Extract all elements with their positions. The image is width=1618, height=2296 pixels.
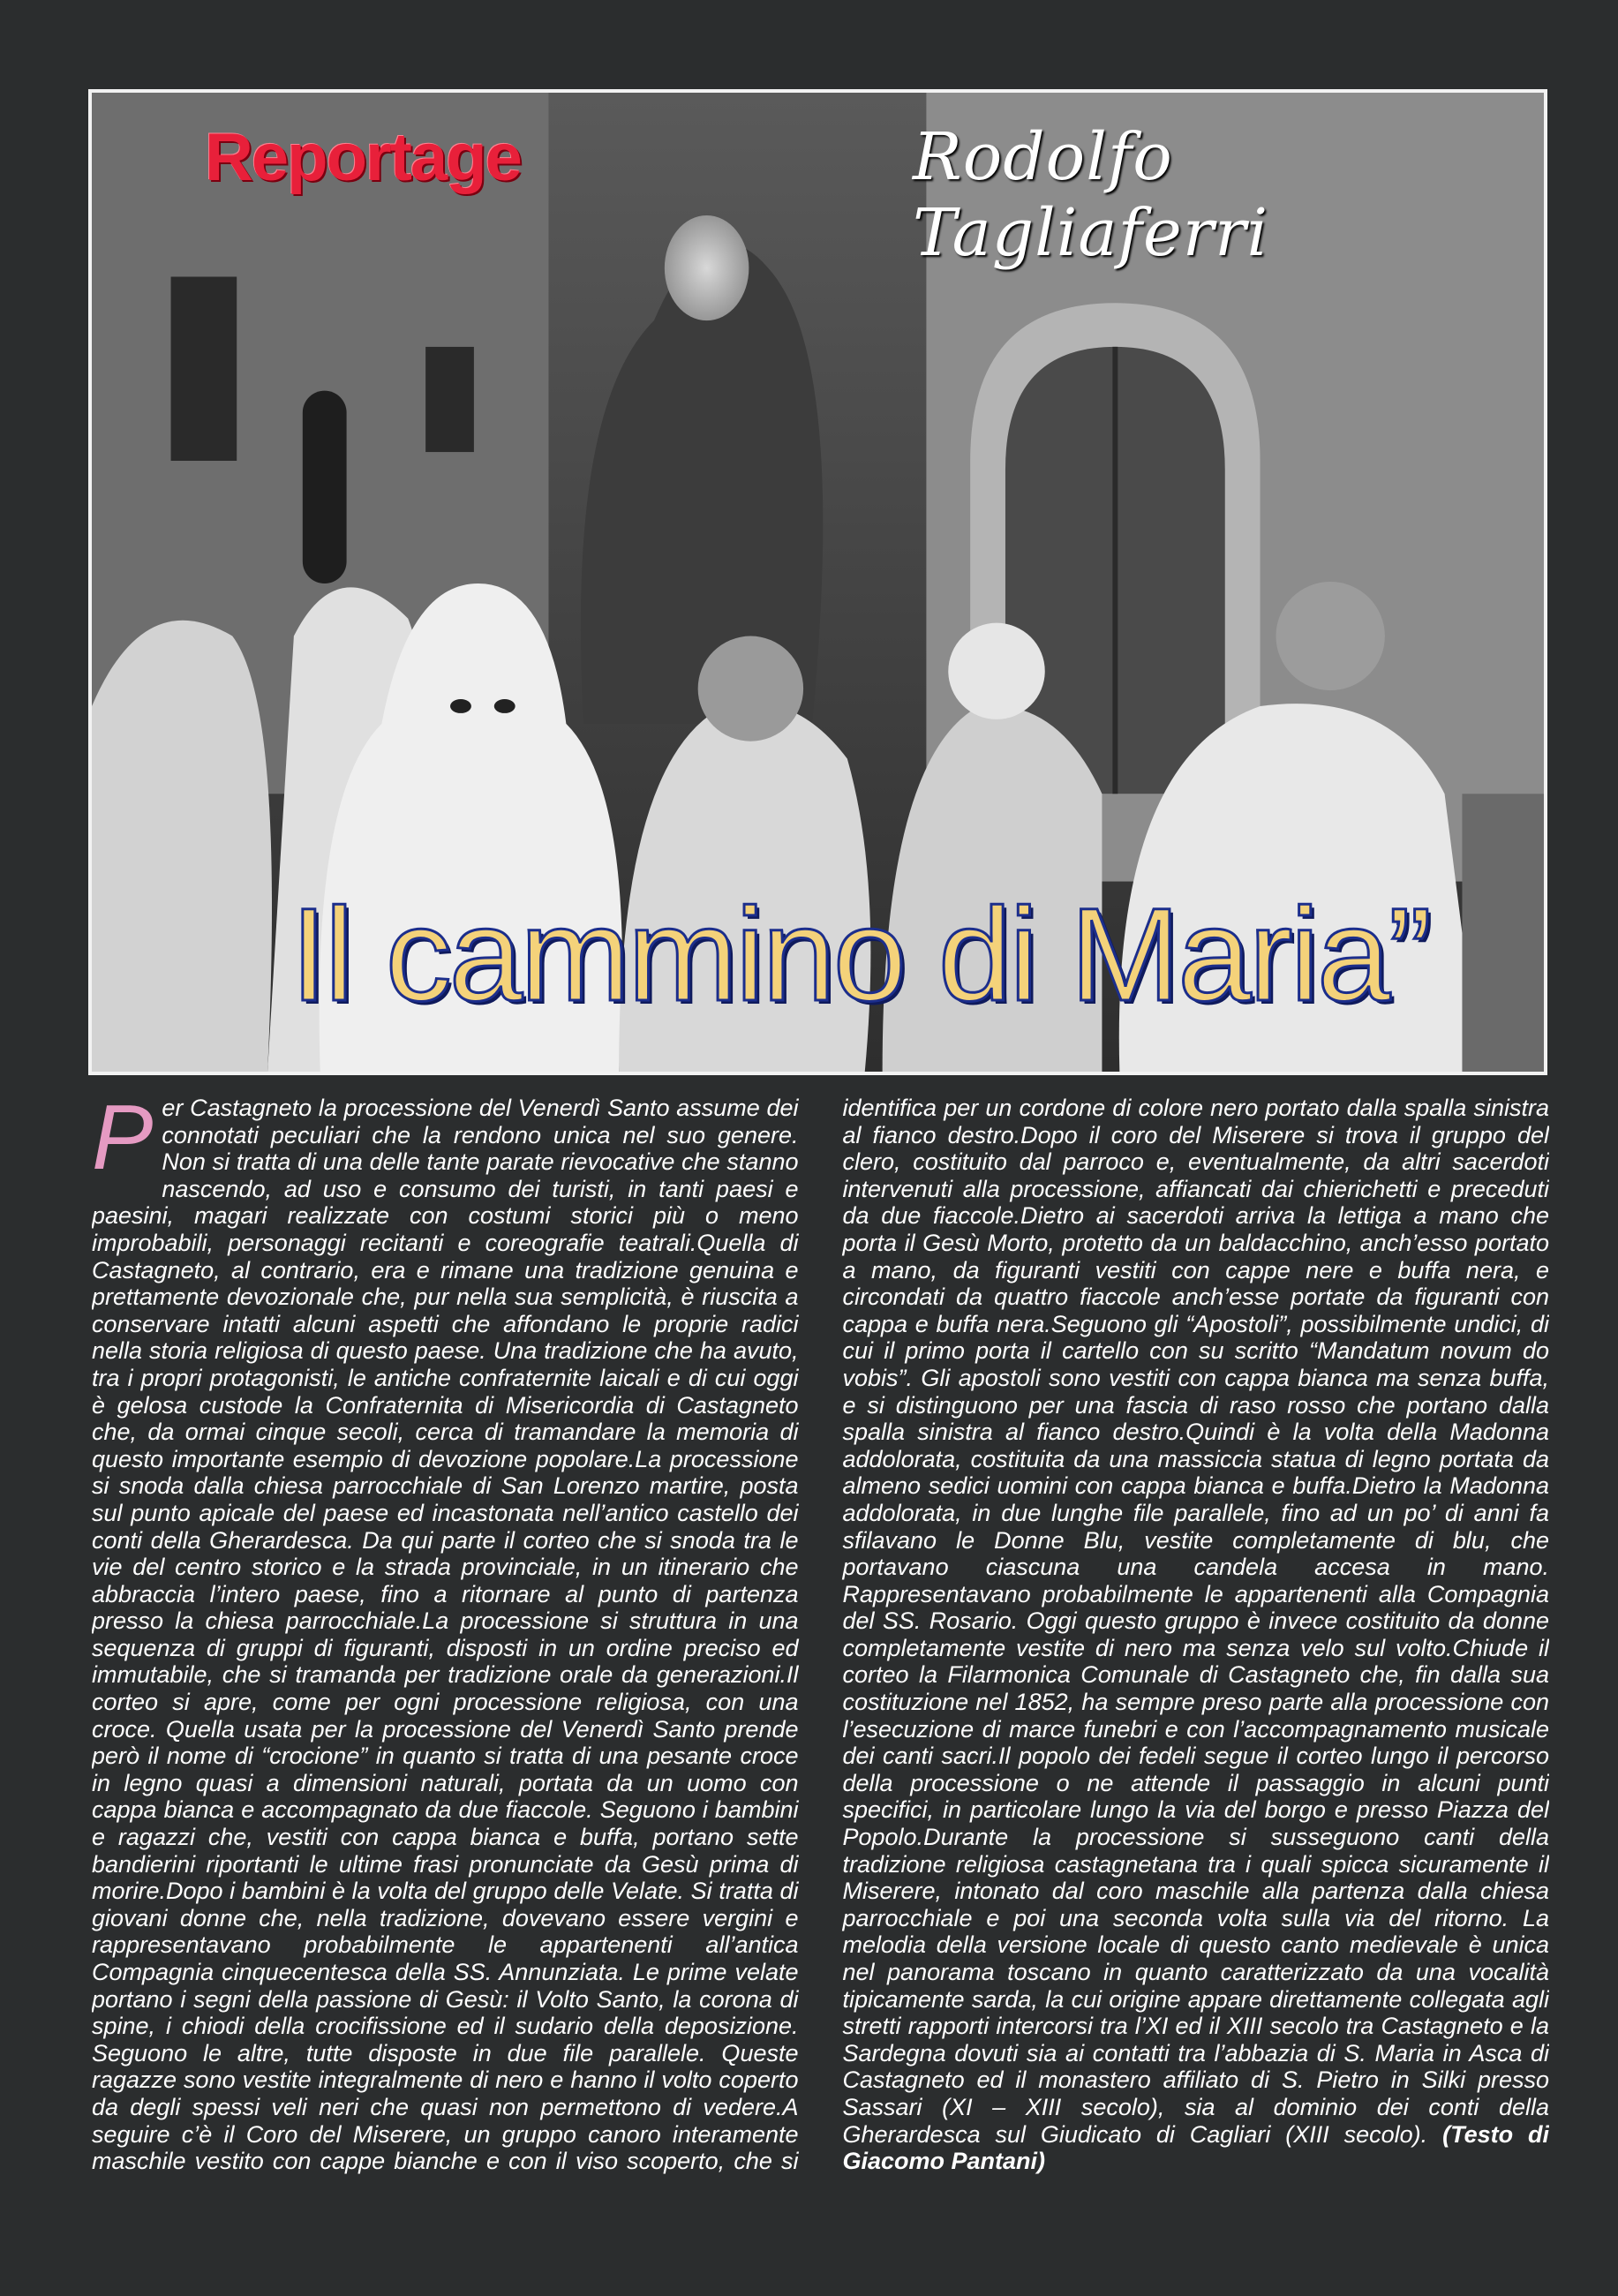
article-paragraph (92, 1095, 1549, 2180)
drop-cap: P (92, 1095, 154, 1189)
article-text: er Castagneto la processione del Venerdì Santo assume dei connotati peculiari che la rendono unica nel suo genere. Non si tratta di una delle tante parate rievocative che stanno nascendo, ad uso e consumo dei turisti, in tanti paesi e paesini, magari realizzate con costumi storici più o meno improbabili, personaggi recitanti e coreografie teatrali.Quella di Castagneto, al contrario, era e rimane una tradizione genuina e prettamente devozionale che, pur nella sua semplicità, è riuscita a conservare intatti alcuni aspetti che affondano le proprie radici nella storia religiosa di questo paese. Una tradizione che ha avuto, tra i propri protagonisti, le antiche confraternite laicali e di cui oggi è gelosa custode la Confraternita di Misericordia di Castagneto che, da ormai cinque secoli, cerca di tramandare la memoria di questo importante esempio di devozione popolare.La processione si snoda dalla chiesa parrocchiale di San Lorenzo martire, posta sul punto apicale del paese ed incastonata nell’antico castello dei conti della Gherardesca. Da qui parte il corteo che si snoda tra le vie del centro storico e la strada provinciale, in un itinerario che abbraccia l’intero paese, fino a ritornare al punto di partenza presso la chiesa parrocchiale.La processione si struttura in una sequenza di gruppi di figuranti, disposti in un ordine preciso ed immutabile, che si tramanda per tradizione orale da generazioni.Il corteo si apre, come per ogni processione religiosa, con una croce. Quella usata per la processione del Venerdì Santo prende però il nome di “crocione” in quanto si tratta di una pesante croce in legno quasi a dimensioni naturali, portata da un uomo con cappa bianca e accompagnato da due fiaccole. Seguono i bambini e ragazzi che, vestiti con cappa bianca e buffa, portano sette bandierini riportanti le ultime frasi pronunciate da Gesù prima di morire.Dopo i bambini è la volta del gruppo delle Velate. Si tratta di giovani donne che, nella tradizione, dovevano essere vergini e rappresentavano probabilmente le appartenenti all’antica Compagnia cinquecentesca della SS. Annunziata. Le prime velate portano i segni della passione di Gesù: il Volto Santo, la corona di spine, i chiodi della crocifissione ed il sudario della deposizione. Seguono le altre, tutte disposte in due file parallele. Queste ragazze sono vestite integralmente di nero e hanno il volto coperto da degli spessi veli neri che quasi non permettono di vedere.A seguire c’è il Coro del Miserere, un gruppo canoro interamente maschile vestito con cappe bianche e con il viso scoperto, che si identifica per un cordone di colore nero portato dalla spalla sinistra al fianco destro.Dopo il coro del Miserere si trova il gruppo del clero, costituito dal parroco e, eventualmente, da altri sacerdoti intervenuti alla processione, affiancati dai chierichetti e preceduti da due fiaccole.Dietro ai sacerdoti arriva la lettiga a mano che porta il Gesù Morto, protetto da un baldacchino, anch’esso portato a mano, da figuranti vestiti con cappe nere e buffa nera, e circondati da quattro fiaccole anch’esse portate da figuranti con cappa e buffa nera.Seguono gli “Apostoli”, possibilmente undici, di cui il primo porta il cartello con su scritto “Mandatum novum do vobis”. Gli apostoli sono vestiti con cappa bianca ma senza buffa, e si distinguono per una fascia di raso rosso che portano dalla spalla sinistra al fianco destro.Quindi è la volta della Madonna addolorata, costituita da una massiccia statua di legno portata da almeno sedici uomini con cappa bianca e buffa.Dietro la Madonna addolorata, in due lunghe file parallele, fino ad un po’ di anni fa sfilavano le Donne Blu, vestite completamente di blu, che portavano ciascuna una candela accesa in mano. Rappresentavano probabilmente le appartenenti alla Compagnia del SS. Rosario. Oggi questo gruppo è invece costituito da donne completamente vestite di nero ma senza velo sul volto.Chiude il corteo la Filarmonica Comunale di Castagneto che, fin dalla sua costituzione nel 1852, ha sempre preso parte alla processione con l’esecuzione di marce funebri e con l’accompagnamento musicale dei canti sacri.Il popolo dei fedeli segue il corteo lungo il percorso della processione o ne attende il passaggio in alcuni punti specifici, in particolare lungo la via del borgo e presso Piazza del Popolo.Durante la processione si susseguono canti della tradizione religiosa castagnetana tra i quali spicca sicuramente il Miserere, intonato dal coro maschile alla partenza dalla chiesa parrocchiale e poi una seconda volta sulla via del ritorno. La melodia della versione locale di questo canto medievale è unica nel panorama toscano in quanto caratterizzato da una vocalità tipicamente sarda, la cui origine appare direttamente collegata agli stretti rapporti intercorsi tra l’XI ed il XIII secolo tra Castagneto e la Sardegna dovuti sia ai contatti tra l’abbazia di S. Maria in Asca di Castagneto ed il monastero affiliato di S. Pietro in Silki presso Sassari (XI – XIII secolo), sia al dominio dei conti della Gherardesca sul Giudicato di Cagliari (XIII secolo). (92, 1095, 1549, 2175)
section-label: Reportage (205, 120, 521, 195)
cover-photo (88, 89, 1547, 1075)
author-name: Rodolfo Tagliaferri (913, 119, 1269, 271)
article-credit: (Testo di Giacomo Pantani) (842, 2120, 1549, 2175)
article-headline: Il cammino di Maria” (290, 880, 1430, 1028)
article-body (92, 1095, 1549, 2180)
